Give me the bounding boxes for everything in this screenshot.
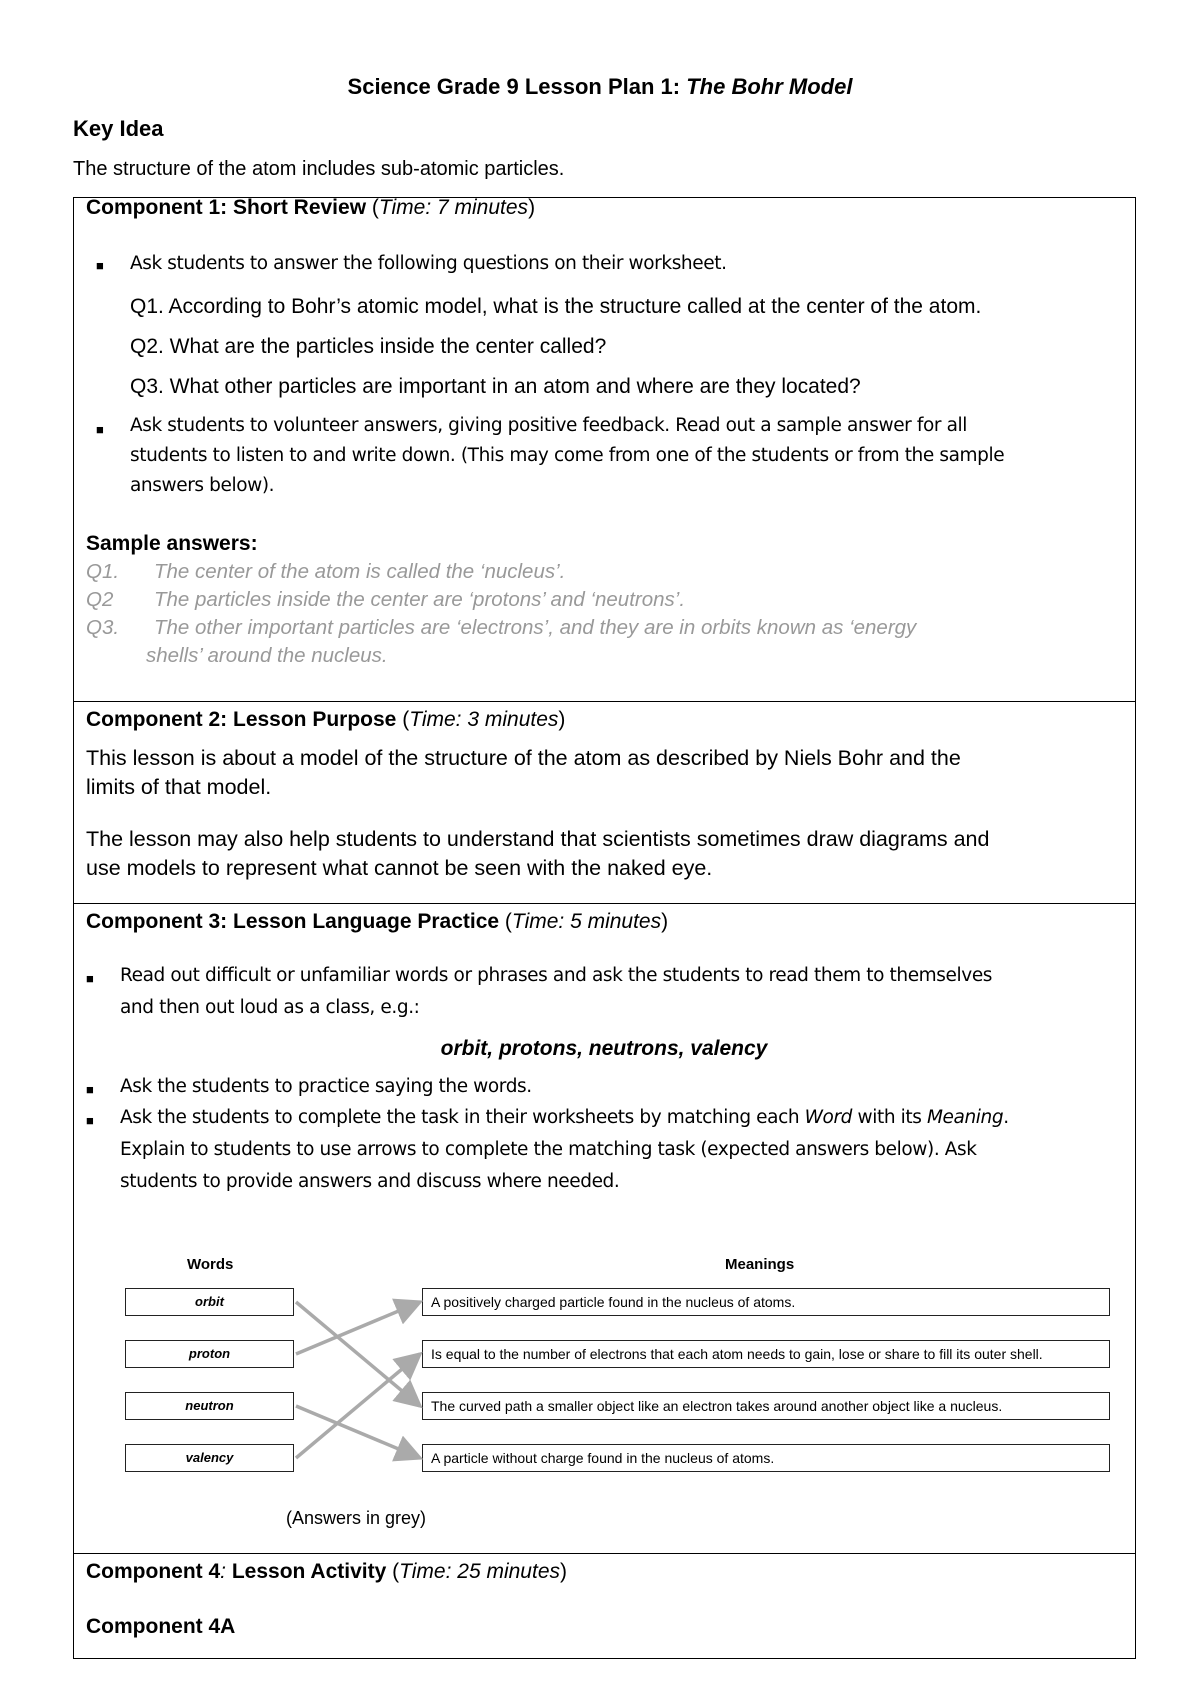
bullet-icon: ■: [96, 258, 104, 273]
match-arrow-valency: [296, 1354, 420, 1458]
component-4-box: [73, 1553, 1136, 1659]
component-3-heading: Component 3: Lesson Language Practice (Time: 5 minutes): [86, 910, 669, 933]
word-box-proton: proton: [125, 1340, 294, 1368]
bullet-icon: ■: [86, 1113, 94, 1128]
word-box-valency: valency: [125, 1444, 294, 1472]
key-idea-text: The structure of the atom includes sub-atomic particles.: [73, 158, 565, 180]
c1-bullet-2-line-2: students to listen to and write down. (This may come from one of the students or from the sample: [130, 445, 1005, 466]
meanings-heading: Meanings: [725, 1256, 795, 1273]
answer-1-label: Q1.: [86, 560, 120, 583]
c3-bullet-3-line-1: Ask the students to complete the task in their worksheets by matching each Word with its Meaning.: [120, 1107, 1009, 1128]
c2-paragraph-2-line-1: The lesson may also help students to understand that scientists sometimes draw diagrams and: [86, 827, 990, 851]
meaning-box-2: Is equal to the number of electrons that each atom needs to gain, lose or share to fill its outer shell.: [422, 1340, 1110, 1368]
meaning-box-3: The curved path a smaller object like an electron takes around another object like a nucleus.: [422, 1392, 1110, 1420]
c2-paragraph-2-line-2: use models to represent what cannot be seen with the naked eye.: [86, 856, 713, 880]
answer-2-label: Q2: [86, 588, 114, 611]
word-box-orbit: orbit: [125, 1288, 294, 1316]
c3-bullet-3-line-3: students to provide answers and discuss where needed.: [120, 1171, 620, 1192]
bullet-icon: ■: [86, 971, 94, 986]
component-4-heading: Component 4: Lesson Activity (Time: 25 minutes): [86, 1560, 567, 1583]
component-1-box: [73, 197, 1136, 702]
bullet-icon: ■: [86, 1082, 94, 1097]
component-1-heading: Component 1: Short Review (Time: 7 minutes): [86, 196, 536, 219]
key-words: orbit, protons, neutrons, valency: [440, 1037, 768, 1060]
meaning-box-1: A positively charged particle found in the nucleus of atoms.: [422, 1288, 1110, 1316]
question-1: Q1. According to Bohr’s atomic model, what is the structure called at the center of the atom.: [130, 295, 982, 318]
component-2-box: [73, 701, 1136, 904]
component-2-heading: Component 2: Lesson Purpose (Time: 3 minutes): [86, 708, 566, 731]
matching-arrows: [74, 904, 1134, 1554]
c1-bullet-1: Ask students to answer the following questions on their worksheet.: [130, 253, 727, 274]
bullet-icon: ■: [96, 422, 104, 437]
c2-paragraph-1-line-1: This lesson is about a model of the structure of the atom as described by Niels Bohr and the: [86, 746, 961, 770]
answer-3-label: Q3.: [86, 616, 120, 639]
component-3-box: [73, 903, 1136, 1554]
word-box-neutron: neutron: [125, 1392, 294, 1420]
match-arrow-orbit: [296, 1302, 420, 1406]
answer-3-line-2: shells’ around the nucleus.: [146, 644, 388, 667]
answers-note: (Answers in grey): [286, 1508, 427, 1528]
answer-2: The particles inside the center are ‘protons’ and ‘neutrons’.: [154, 588, 686, 611]
words-heading: Words: [187, 1256, 234, 1273]
c3-bullet-2: Ask the students to practice saying the words.: [120, 1076, 532, 1097]
question-3: Q3. What other particles are important in an atom and where are they located?: [130, 375, 861, 398]
sample-answers-heading: Sample answers:: [86, 532, 258, 555]
c1-bullet-2-line-1: Ask students to volunteer answers, giving positive feedback. Read out a sample answer for all: [130, 415, 968, 436]
c1-bullet-2-line-3: answers below).: [130, 475, 275, 496]
meaning-box-4: A particle without charge found in the nucleus of atoms.: [422, 1444, 1110, 1472]
match-arrow-proton: [296, 1302, 420, 1354]
component-4a-heading: Component 4A: [86, 1615, 236, 1638]
page-title: Science Grade 9 Lesson Plan 1: The Bohr Model: [347, 74, 853, 99]
question-2: Q2. What are the particles inside the center called?: [130, 335, 607, 358]
key-idea-heading: Key Idea: [73, 116, 164, 141]
c2-paragraph-1-line-2: limits of that model.: [86, 775, 272, 799]
c3-bullet-1-line-2: and then out loud as a class, e.g.:: [120, 997, 420, 1018]
answer-3-line-1: The other important particles are ‘electrons’, and they are in orbits known as ‘energy: [154, 616, 917, 639]
answer-1: The center of the atom is called the ‘nucleus’.: [154, 560, 566, 583]
c3-bullet-3-line-2: Explain to students to use arrows to complete the matching task (expected answers below). Ask: [120, 1139, 977, 1160]
c3-bullet-1-line-1: Read out difficult or unfamiliar words or phrases and ask the students to read them to themselves: [120, 965, 993, 986]
match-arrow-neutron: [296, 1406, 420, 1458]
